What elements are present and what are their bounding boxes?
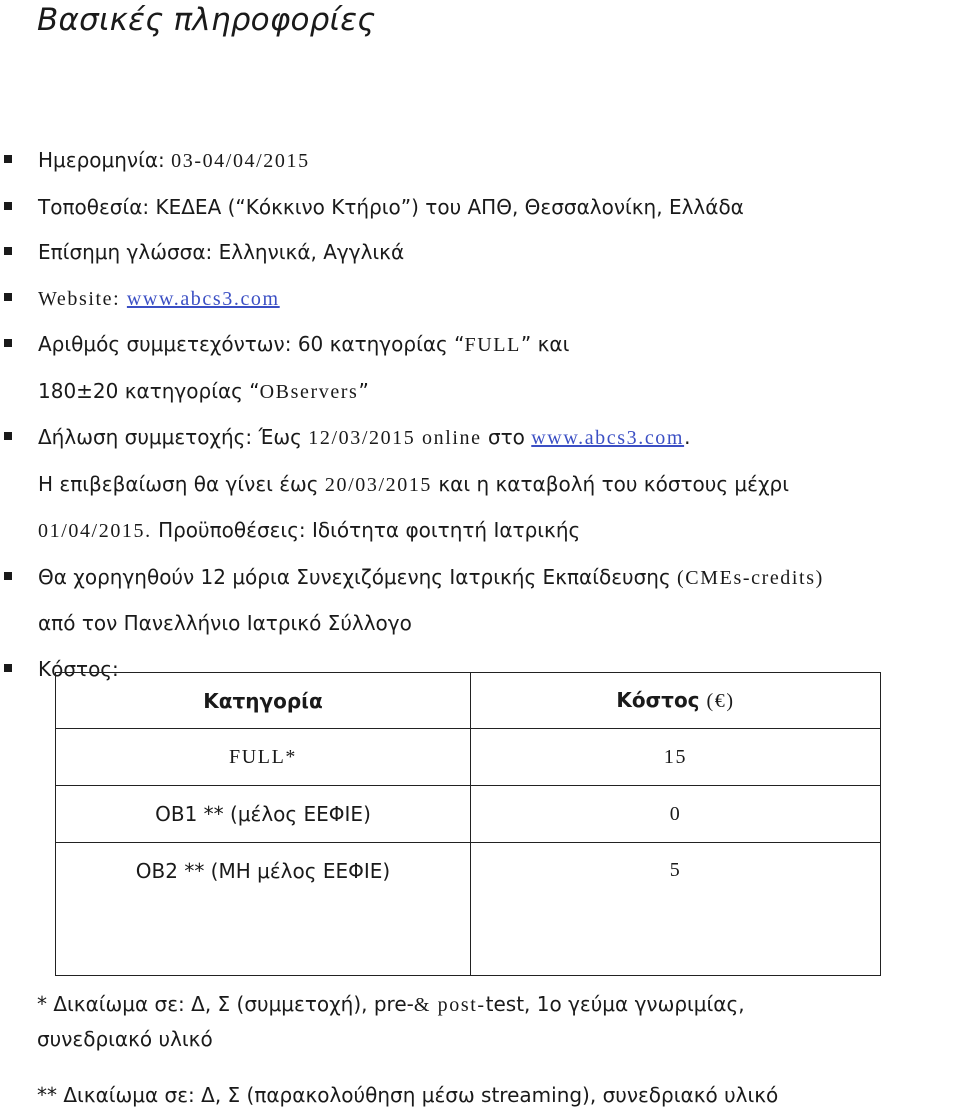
bullet-icon <box>4 339 12 347</box>
list-item-website <box>0 276 960 323</box>
bullet-icon <box>4 202 12 210</box>
header-category: Κατηγορία <box>56 673 471 729</box>
language-text: Επίσημη γλώσσα: Ελληνικά, Αγγλικά <box>38 240 405 264</box>
date-value: 03-04/04/2015 <box>171 150 310 172</box>
participants-observers: OBservers <box>259 380 359 403</box>
bullet-icon <box>4 664 12 672</box>
header-cost-label: Κόστος <box>616 688 700 712</box>
row-cost: 0 <box>471 786 881 843</box>
footnote-observers: ** Δικαίωμα σε: Δ, Σ (παρακολούθηση μέσω streaming), συνεδριακό υλικό <box>37 1083 779 1107</box>
footnote-full-b: & post- <box>413 994 486 1016</box>
list-item-participants <box>0 322 960 415</box>
footnote-full-c: test, 1ο γεύμα γνωριμίας, <box>485 992 745 1016</box>
row-category: OB1 ** (μέλος ΕΕΦΙΕ) <box>56 786 471 843</box>
location-text: Τοποθεσία: ΚΕΔΕΑ (“Κόκκινο Κτήριο”) του ΑΠΘ, Θεσσαλονίκη, Ελλάδα <box>38 194 744 219</box>
bullet-icon <box>4 247 12 255</box>
table-row <box>56 843 881 976</box>
registration-text-a: Δήλωση συμμετοχής: Έως <box>38 425 309 449</box>
list-item-registration <box>0 415 960 555</box>
date-label: Ημερομηνία: <box>38 148 172 172</box>
bullet-icon <box>4 293 12 301</box>
payment-date: 01/04/2015. <box>38 520 152 542</box>
list-item-credits <box>0 555 960 647</box>
registration-online: online <box>415 427 482 449</box>
header-cost-unit: (€) <box>706 690 735 712</box>
header-cost <box>471 673 881 729</box>
website-link[interactable]: www.abcs3.com <box>126 287 280 310</box>
confirmation-date: 20/03/2015 <box>324 473 433 496</box>
list-item-date <box>0 138 960 185</box>
bullet-icon <box>4 432 12 440</box>
list-item-location <box>0 185 960 231</box>
website-label: Website: <box>38 287 127 310</box>
footnote-full <box>37 987 745 1056</box>
participants-full: FULL <box>464 334 521 356</box>
table-row <box>56 729 881 786</box>
confirmation-text-b: και η καταβολή του κόστους μέχρι <box>432 471 789 496</box>
row-category: OB2 ** (ΜΗ μέλος ΕΕΦΙΕ) <box>56 843 471 976</box>
bullet-icon <box>4 572 12 580</box>
requirements-text: Προϋποθέσεις: Ιδιότητα φοιτητή Ιατρικής <box>151 518 581 542</box>
participants-text-d: 180±20 κατηγορίας “ <box>38 378 260 403</box>
row-category: FULL* <box>56 729 471 786</box>
registration-link[interactable]: www.abcs3.com <box>531 427 685 449</box>
participants-text-a: Αριθμός συμμετεχόντων: 60 κατηγορίας “ <box>38 332 465 356</box>
registration-text-c: στο <box>481 425 532 449</box>
credits-text-a: Θα χορηγηθούν 12 μόρια Συνεχιζόμενης Ιατρικής Εκπαίδευσης <box>38 564 678 589</box>
footnote-full-d: συνεδριακό υλικό <box>37 1027 213 1051</box>
registration-text-d: . <box>684 425 691 449</box>
footnote-full-a: * Δικαίωμα σε: Δ, Σ (συμμετοχή), pre- <box>37 992 414 1016</box>
confirmation-text-a: Η επιβεβαίωση θα γίνει έως <box>38 471 325 496</box>
row-cost: 15 <box>471 729 881 786</box>
table-header-row <box>56 673 881 729</box>
info-list <box>0 138 960 692</box>
credits-text-b: από τον Πανελλήνιο Ιατρικό Σύλλογο <box>38 611 412 635</box>
participants-text-c: ” και <box>520 332 570 356</box>
page-title: Βασικές πληροφορίες <box>37 2 376 38</box>
cost-table <box>55 672 881 976</box>
cost-label: Κόστος: <box>38 656 119 681</box>
row-cost: 5 <box>471 843 881 976</box>
registration-date: 12/03/2015 <box>308 427 416 449</box>
list-item-language <box>0 230 960 276</box>
bullet-icon <box>4 155 12 163</box>
participants-text-e: ” <box>358 378 369 403</box>
credits-cmes: (CMEs-credits) <box>677 566 824 589</box>
table-row <box>56 786 881 843</box>
